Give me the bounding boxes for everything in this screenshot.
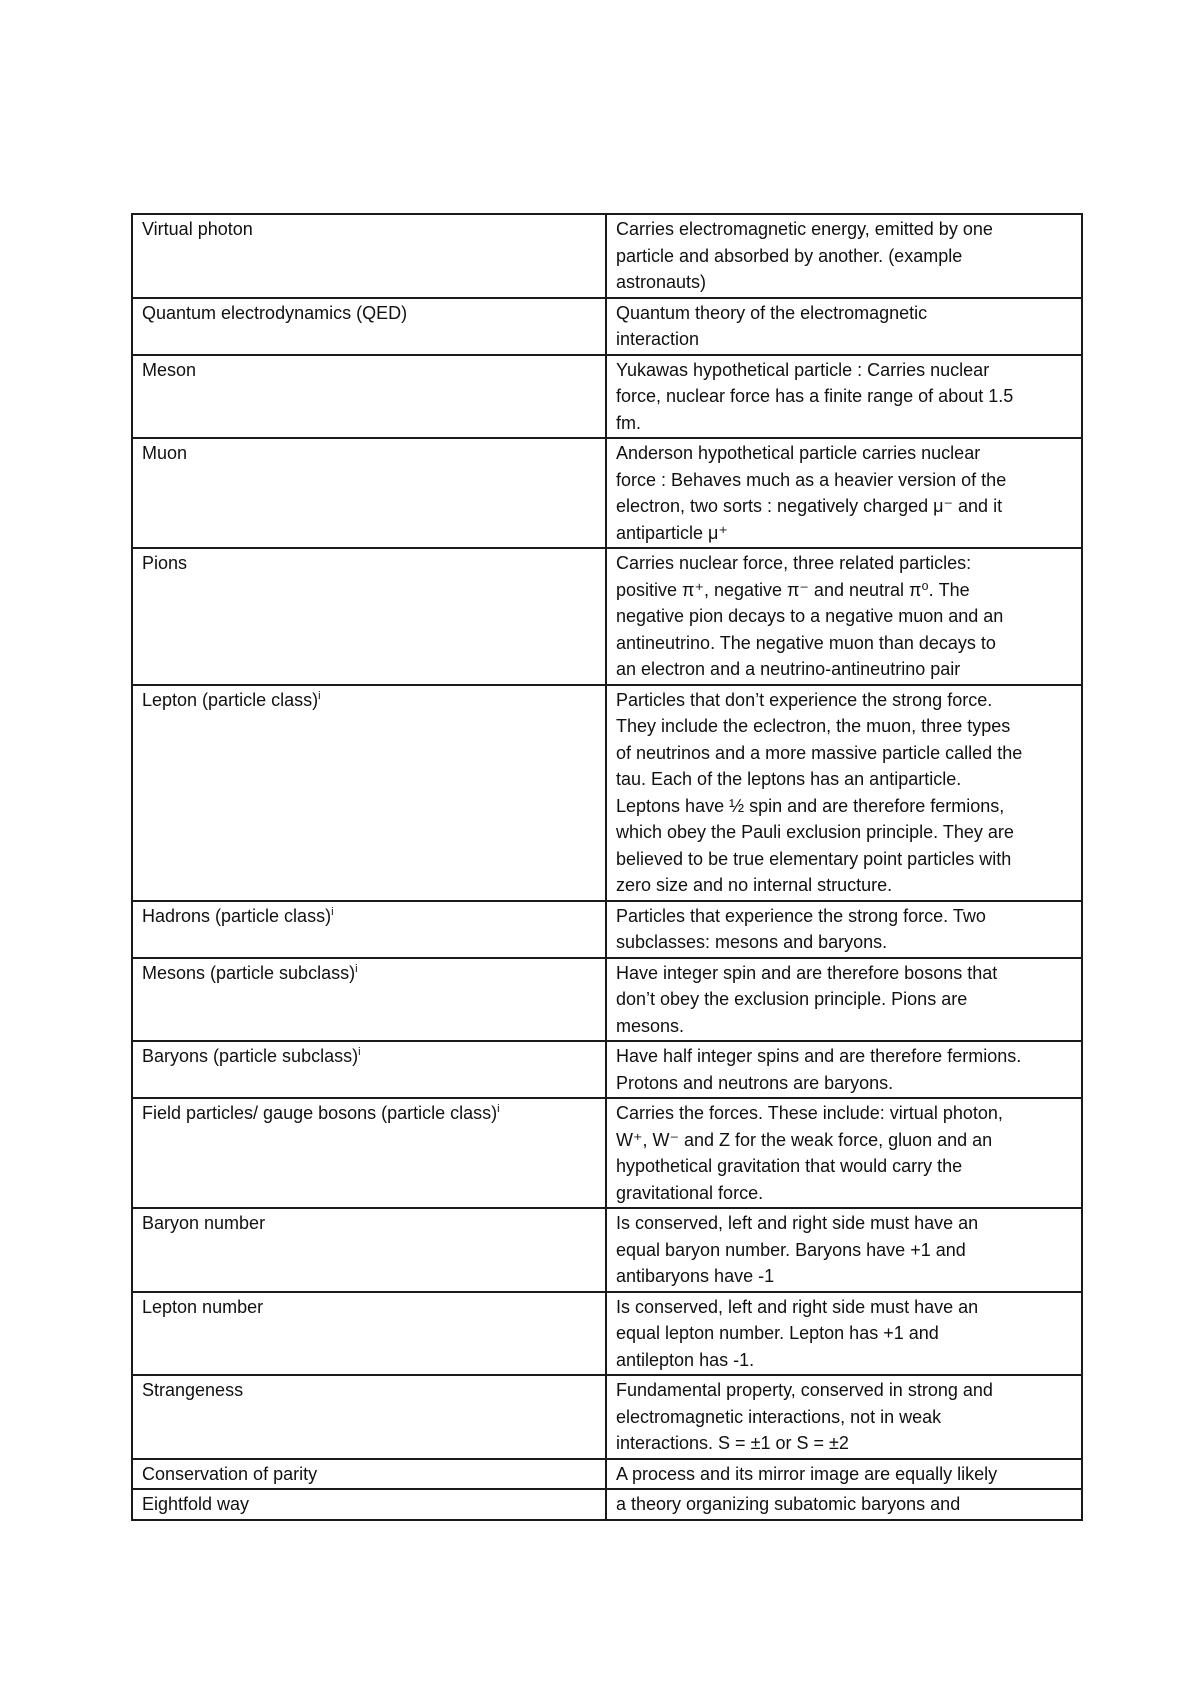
definition-line: Have half integer spins and are therefore fermions. [616,1046,1022,1066]
definition-line: Carries the forces. These include: virtual photon, [616,1103,1003,1123]
table-row [132,1375,1082,1459]
table-row [132,1489,1082,1520]
definition-line: negative pion decays to a negative muon and an [616,606,1004,626]
definition-cell [606,901,1082,958]
table-row [132,1041,1082,1098]
definition-line: Quantum theory of the electromagnetic [616,302,928,323]
definition-line: antibaryons have -1 [616,1266,775,1286]
term-cell [132,685,606,901]
term-label: Baryon number [142,1213,266,1233]
definition-line: W⁺, W⁻ and Z for the weak force, gluon and an [616,1129,993,1150]
definition-cell [606,355,1082,439]
table-row [132,901,1082,958]
term-label: Conservation of parity [142,1463,318,1484]
term-label: Strangeness [142,1380,244,1400]
definition-cell [606,1459,1082,1490]
definition-line: Particles that don’t experience the strong force. [616,689,993,710]
table-row [132,438,1082,548]
table-row [132,1292,1082,1376]
term-cell [132,1098,606,1208]
definition-line: equal lepton number. Lepton has +1 and [616,1323,939,1343]
endnote-marker: i [358,1046,361,1058]
definition-line: an electron and a neutrino-antineutrino pair [616,659,961,679]
definition-line: particle and absorbed by another. (example [616,245,963,266]
term-label: Muon [142,443,188,463]
definition-line: of neutrinos and a more massive particle called the [616,742,1023,763]
table-row [132,355,1082,439]
definition-cell [606,548,1082,685]
term-label: Eightfold way [142,1494,250,1514]
definition-line: tau. Each of the leptons has an antiparticle. [616,769,962,789]
definition-line: Is conserved, left and right side must have an [616,1296,979,1317]
table-row [132,1208,1082,1292]
definition-line: positive π⁺, negative π⁻ and neutral π⁰. The [616,579,970,600]
glossary-table-body [132,214,1082,1520]
definition-line: mesons. [616,1015,685,1036]
endnote-marker: i [355,962,358,975]
definition-line: Protons and neutrons are baryons. [616,1072,894,1093]
definition-line: antiparticle μ⁺ [616,522,728,543]
term-label: Hadrons (particle class) [142,905,332,926]
term-cell [132,355,606,439]
definition-line: electron, two sorts : negatively charged μ⁻ and it [616,496,1003,516]
term-cell [132,548,606,685]
definition-cell [606,1041,1082,1098]
definition-line: electromagnetic interactions, not in weak [616,1406,942,1427]
definition-line: don’t obey the exclusion principle. Pions are [616,989,968,1009]
term-label: Quantum electrodynamics (QED) [142,302,408,323]
table-row [132,1459,1082,1490]
table-row [132,214,1082,298]
term-label: Pions [142,553,188,573]
definition-line: They include the eclectron, the muon, three types [616,716,1011,736]
definition-line: gravitational force. [616,1182,764,1203]
definition-cell [606,1489,1082,1520]
term-cell [132,298,606,355]
definition-cell [606,958,1082,1042]
term-cell [132,214,606,298]
term-label: Baryons (particle subclass) [142,1046,359,1066]
definition-line: Anderson hypothetical particle carries nuclear [616,443,981,463]
term-cell [132,438,606,548]
table-row [132,1098,1082,1208]
definition-line: antineutrino. The negative muon than decays to [616,632,996,653]
term-cell [132,958,606,1042]
definition-line: force : Behaves much as a heavier version of the [616,469,1007,490]
definition-line: Particles that experience the strong force. Two [616,905,986,926]
definition-line: astronauts) [616,272,707,292]
term-label: Lepton (particle class) [142,689,319,710]
endnote-marker: i [318,689,321,702]
term-label: Virtual photon [142,219,253,239]
definition-line: A process and its mirror image are equally likely [616,1463,998,1484]
definition-line: a theory organizing subatomic baryons and [616,1494,961,1514]
table-row [132,298,1082,355]
definition-line: Carries electromagnetic energy, emitted by one [616,219,993,239]
term-label: Mesons (particle subclass) [142,962,356,983]
definition-line: which obey the Pauli exclusion principle. They are [616,822,1014,842]
definition-cell [606,298,1082,355]
table-row [132,958,1082,1042]
definition-line: fm. [616,412,641,433]
definition-line: zero size and no internal structure. [616,875,893,895]
definition-line: hypothetical gravitation that would carry the [616,1156,963,1176]
term-cell [132,1292,606,1376]
definition-line: interactions. S = ±1 or S = ±2 [616,1433,849,1453]
definition-cell [606,438,1082,548]
term-cell [132,901,606,958]
definition-line: believed to be true elementary point particles with [616,848,1012,869]
definition-line: equal baryon number. Baryons have +1 and [616,1239,966,1260]
term-cell [132,1489,606,1520]
term-cell [132,1375,606,1459]
definition-line: Have integer spin and are therefore bosons that [616,962,998,983]
definition-line: interaction [616,329,700,349]
definition-cell [606,1098,1082,1208]
definition-line: Fundamental property, conserved in strong and [616,1380,993,1400]
definition-cell [606,214,1082,298]
table-row [132,685,1082,901]
definition-line: Is conserved, left and right side must have an [616,1213,979,1233]
definition-line: Yukawas hypothetical particle : Carries nuclear [616,359,990,380]
definition-line: antilepton has -1. [616,1349,755,1370]
term-cell [132,1208,606,1292]
term-label: Meson [142,359,197,380]
definition-cell [606,1208,1082,1292]
endnote-marker: i [497,1103,500,1115]
definition-line: Leptons have ½ spin and are therefore fermions, [616,795,1005,816]
definition-cell [606,1375,1082,1459]
term-cell [132,1459,606,1490]
term-label: Field particles/ gauge bosons (particle class) [142,1103,498,1123]
table-row [132,548,1082,685]
definition-line: subclasses: mesons and baryons. [616,932,888,952]
definition-cell [606,685,1082,901]
endnote-marker: i [331,905,334,918]
term-label: Lepton number [142,1296,264,1317]
glossary-table [131,213,1083,1521]
definition-cell [606,1292,1082,1376]
definition-line: Carries nuclear force, three related particles: [616,553,972,573]
definition-line: force, nuclear force has a finite range of about 1.5 [616,386,1014,406]
term-cell [132,1041,606,1098]
